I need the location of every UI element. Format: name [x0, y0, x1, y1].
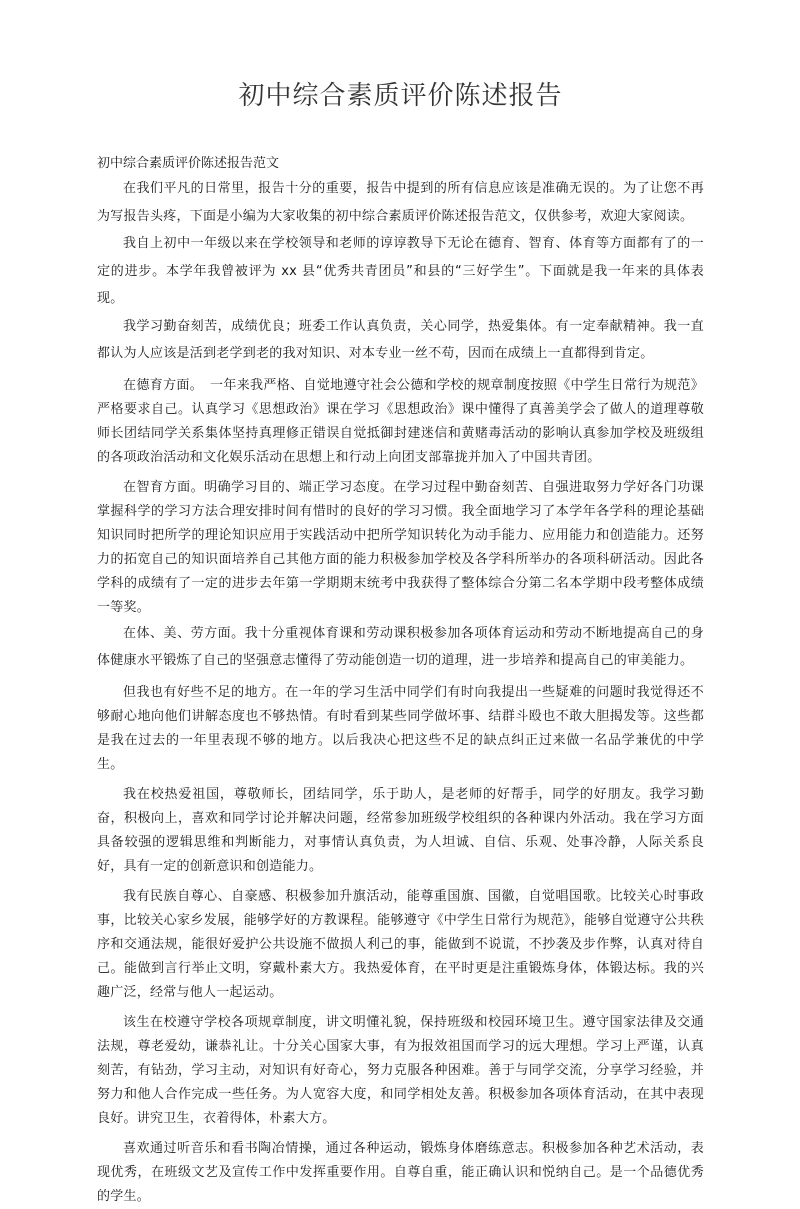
- body-paragraph-1: 在我们平凡的日常里，报告十分的重要，报告中提到的所有信息应该是准确无误的。为了让您不再为写报告头疼，下面是小编为大家收集的初中综合素质评价陈述报告范文，仅供参考，欢迎大家阅读。: [97, 181, 704, 224]
- body-paragraph-5: 在智育方面。明确学习目的、端正学习态度。在学习过程中勤奋刻苦、自强进取努力学好各门功课掌握科学的学习方法合理安排时间有惜时的良好的学习习惯。我全面地学习了本学年各学科的理论基础知识同时把所学的理论知识应用于实践活动中把所学知识转化为动手能力、应用能力和创造能力。还努力的拓宽自己的知识面培养自己其他方面的能力积极参加学校及各学科所举办的各项科研活动。因此各学科的成绩有了一定的进步去年第一学期期末统考中我获得了整体综合分第二名本学期中段考整体成绩一等奖。: [97, 479, 704, 615]
- body-paragraph-11: 喜欢通过听音乐和看书陶冶情操，通过各种运动，锻炼身体磨练意志。积极参加各种艺术活动，表现优秀，在班级文艺及宣传工作中发挥重要作用。自尊自重，能正确认识和悦纳自己。是一个品德优秀的学生。: [97, 1140, 704, 1204]
- body-paragraph-4: 在德育方面。 一年来我严格、自觉地遵守社会公德和学校的规章制度按照《中学生日常行为规范》严格要求自己。认真学习《思想政治》课在学习《思想政治》课中懂得了真善美学会了做人的道理尊敬师长团结同学关系集体坚持真理修正错误自觉抵御封建迷信和黄赌毒活动的影响认真参加学校及班级组的各项政治活动和文化娱乐活动在思想上和行动上向团支部靠拢并加入了中国共青团。: [97, 377, 704, 465]
- body-paragraph-8: 我在校热爱祖国，尊敬师长，团结同学，乐于助人，是老师的好帮手，同学的好朋友。我学习勤奋，积极向上，喜欢和同学讨论并解决问题，经常参加班级学校组织的各种课内外活动。我在学习方面具备较强的逻辑思维和判断能力，对事情认真负责，为人坦诚、自信、乐观、处事冷静，人际关系良好，具有一定的创新意识和创造能力。: [97, 786, 704, 874]
- body-paragraph-9: 我有民族自尊心、自豪感、积极参加升旗活动，能尊重国旗、国徽，自觉唱国歌。比较关心时事政事，比较关心家乡发展，能够学好的方教课程。能够遵守《中学生日常行为规范》，能够自觉遵守公共秩序和交通法规，能很好爱护公共设施不做损人利己的事，能做到不说谎，不抄袭及步作弊，认真对待自己。能做到言行举止文明，穿戴朴素大方。我热爱体育，在平时更是注重锻炼身体，体锻达标。我的兴趣广泛，经常与他人一起运动。: [97, 888, 704, 1000]
- body-paragraph-6: 在体、美、劳方面。我十分重视体育课和劳动课积极参加各项体育运动和劳动不断地提高自己的身体健康水平锻炼了自己的坚强意志懂得了劳动能创造一切的道理，进一步培养和提高自己的审美能力。: [97, 625, 704, 668]
- document-title: 初中综合素质评价陈述报告: [238, 81, 563, 111]
- body-paragraph-3: 我学习勤奋刻苦，成绩优良；班委工作认真负责，关心同学，热爱集体。有一定奉献精神。我一直都认为人应该是活到老学到老的我对知识、对本专业一丝不苟，因而在成绩上一直都得到肯定。: [97, 318, 704, 361]
- body-paragraph-10: 该生在校遵守学校各项规章制度，讲文明懂礼貌，保持班级和校园环境卫生。遵守国家法律及交通法规，尊老爱幼，谦恭礼让。十分关心国家大事，有为报效祖国而学习的远大理想。学习上严谨，认真刻苦，有钻劲，学习主动，对知识有好奇心，努力克服各种困难。善于与同学交流，分享学习经验，并努力和他人合作完成一些任务。为人宽容大度，和同学相处友善。积极参加各项体育活动，在其中表现良好。讲究卫生，衣着得体，朴素大方。: [97, 1014, 704, 1126]
- body-paragraph-2: 我自上初中一年级以来在学校领导和老师的谆谆教导下无论在德育、智育、体育等方面都有了的一定的进步。本学年我曾被评为 xx 县“优秀共青团员”和县的“三好学生”。下面就是我一年来的具体表现。: [97, 236, 704, 306]
- body-paragraph-7: 但我也有好些不足的地方。在一年的学习生活中同学们有时向我提出一些疑难的问题时我觉得还不够耐心地向他们讲解态度也不够热情。有时看到某些同学做坏事、结群斗殴也不敢大胆揭发等。这些都是我在过去的一年里表现不够的地方。以后我决心把这些不足的缺点纠正过来做一名品学兼优的中学生。: [97, 684, 704, 772]
- document-subtitle: 初中综合素质评价陈述报告范文: [97, 156, 280, 171]
